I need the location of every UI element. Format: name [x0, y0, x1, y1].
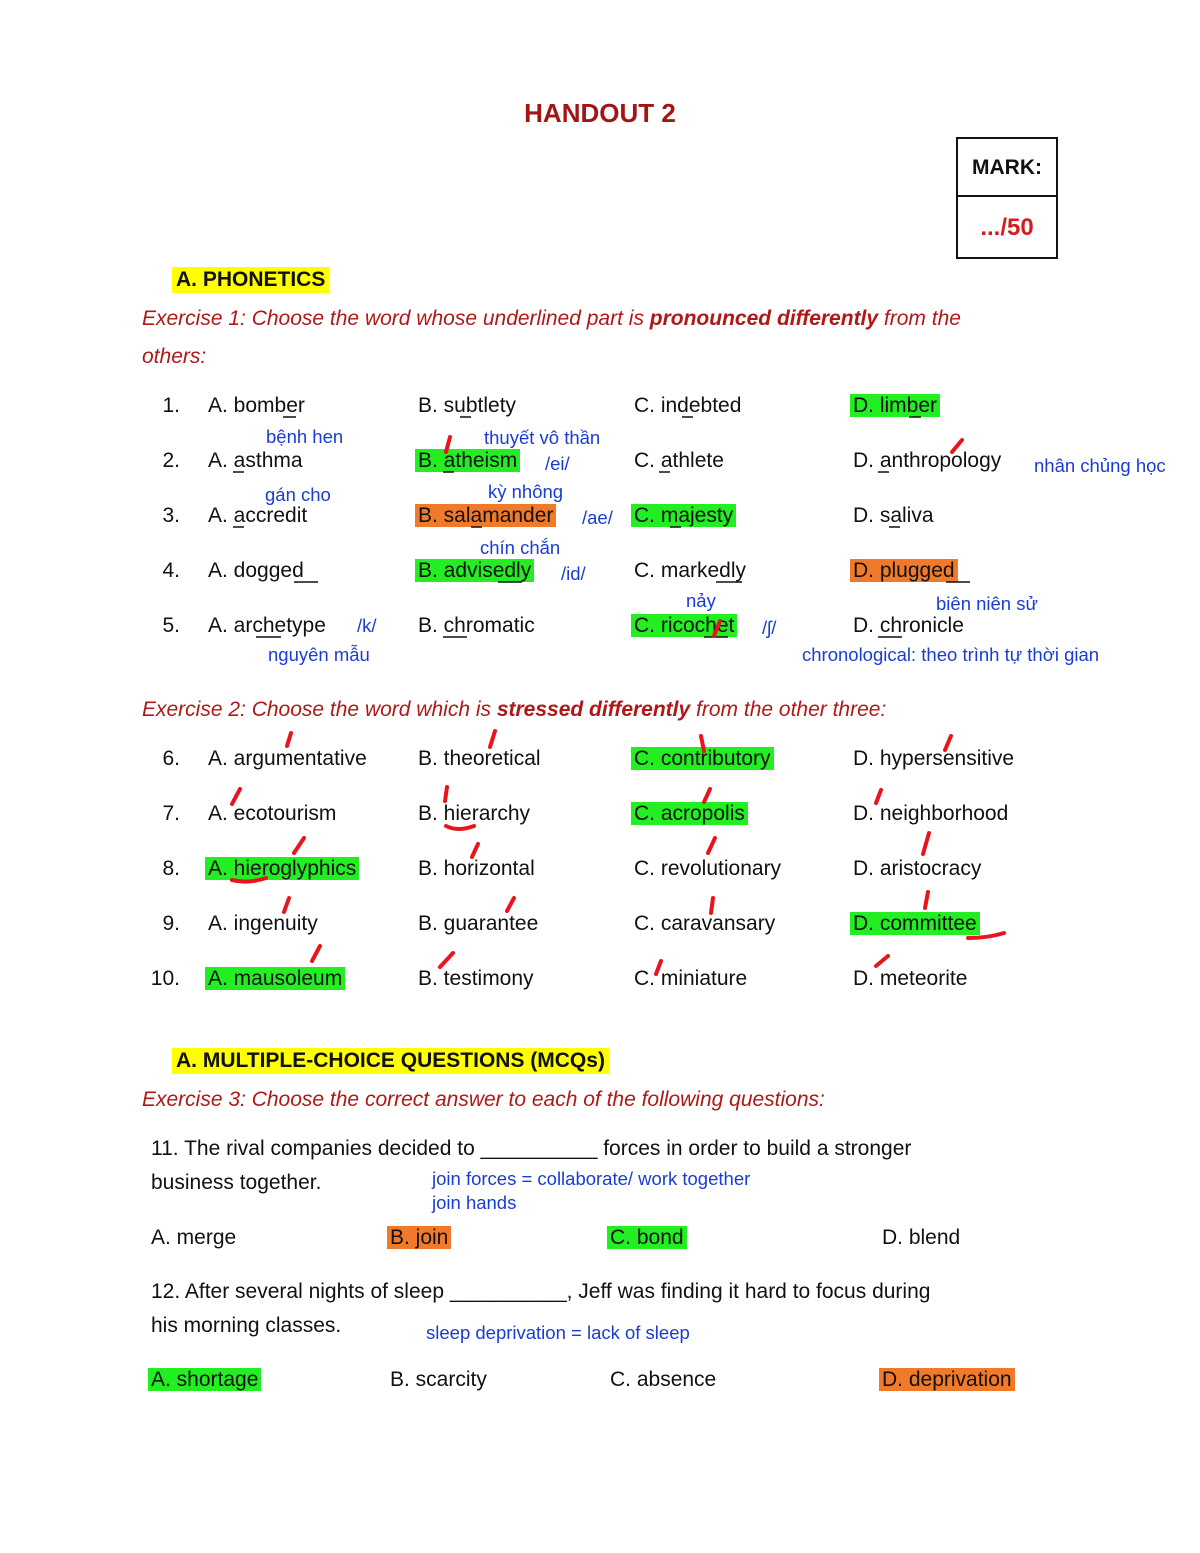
option-7d[interactable]: D. neighborhood — [853, 802, 1009, 825]
question-number: 2. — [162, 449, 180, 472]
option-7c[interactable]: C. acropolis — [634, 802, 748, 826]
stress-mark — [446, 826, 474, 829]
option-3d[interactable]: D. saliva — [853, 504, 934, 527]
question-12-text-cont: his morning classes. — [151, 1314, 342, 1337]
handwritten-note: join hands — [432, 1192, 517, 1213]
option-5d[interactable]: D. chronicle — [853, 614, 964, 637]
option-6d[interactable]: D. hypersensitive — [853, 747, 1015, 770]
stress-mark — [294, 838, 304, 853]
option-1c[interactable]: C. indebted — [634, 394, 742, 417]
option-6c[interactable]: C. contributory — [634, 747, 774, 771]
option-5b[interactable]: B. chromatic — [418, 614, 535, 637]
option-9b[interactable]: B. guarantee — [418, 912, 539, 935]
stress-mark — [312, 946, 320, 961]
handwritten-note: nảy — [686, 590, 716, 611]
option-9a[interactable]: A. ingenuity — [208, 912, 318, 935]
handwritten-note: chín chắn — [480, 537, 561, 558]
handwritten-note: chronological: theo trình tự thời gian — [802, 644, 1100, 665]
mark-box — [956, 137, 1058, 259]
question-number: 8. — [162, 857, 180, 880]
stress-mark — [287, 733, 291, 746]
option-11b[interactable]: B. join — [390, 1226, 451, 1250]
option-7a[interactable]: A. ecotourism — [208, 802, 337, 825]
question-number: 4. — [162, 559, 180, 582]
option-3c[interactable]: C. majesty — [634, 504, 736, 528]
option-10c[interactable]: C. miniature — [634, 967, 748, 990]
handwritten-note: nguyên mẫu — [268, 644, 370, 665]
exercise-1-instruction-cont: others: — [142, 345, 207, 368]
stress-mark — [507, 898, 514, 911]
handwritten-note: kỳ nhông — [488, 481, 564, 502]
stress-mark — [490, 731, 495, 747]
option-5a[interactable]: A. archetype — [208, 614, 326, 637]
option-4d[interactable]: D. plugged — [853, 559, 958, 583]
question-number: 3. — [162, 504, 180, 527]
exercise-3-instruction: Exercise 3: Choose the correct answer to each of the following questions: — [142, 1088, 825, 1111]
option-4a[interactable]: A. dogged — [208, 559, 304, 582]
option-11a[interactable]: A. merge — [151, 1226, 237, 1249]
question-number: 9. — [162, 912, 180, 935]
section-heading-phonetics: A. PHONETICS — [172, 268, 329, 292]
mark-score: .../50 — [980, 214, 1034, 241]
stress-mark — [708, 838, 715, 853]
option-12c[interactable]: C. absence — [610, 1368, 717, 1391]
option-5c[interactable]: C. ricochet — [634, 614, 737, 638]
handwritten-note: /id/ — [561, 563, 586, 584]
exercise-2-instruction: Exercise 2: Choose the word which is stressed differently from the other three: — [142, 698, 887, 721]
question-number: 7. — [162, 802, 180, 825]
handwritten-note: join forces = collaborate/ work together — [432, 1168, 751, 1189]
option-8d[interactable]: D. aristocracy — [853, 857, 982, 880]
option-2b[interactable]: B. atheism — [418, 449, 520, 473]
question-number: 1. — [162, 394, 180, 417]
option-10a[interactable]: A. mausoleum — [208, 967, 345, 991]
option-12b[interactable]: B. scarcity — [390, 1368, 487, 1391]
stress-mark — [440, 953, 453, 967]
mark-label: MARK: — [958, 139, 1056, 197]
handwritten-note: /ʃ/ — [762, 617, 777, 638]
stress-mark — [925, 892, 928, 908]
question-12-text: 12. After several nights of sleep __________, Jeff was finding it hard to focus during — [151, 1280, 931, 1303]
handwritten-note: /k/ — [357, 615, 377, 636]
option-11c[interactable]: C. bond — [610, 1226, 687, 1250]
handwritten-note: thuyết vô thần — [484, 427, 601, 448]
handwritten-note: gán cho — [265, 484, 331, 505]
handwritten-note: sleep deprivation = lack of sleep — [426, 1322, 690, 1343]
option-1a[interactable]: A. bomber — [208, 394, 305, 417]
exercise-1-instruction: Exercise 1: Choose the word whose underlined part is pronounced differently from the — [142, 307, 961, 330]
option-3a[interactable]: A. accredit — [208, 504, 308, 527]
handwritten-note: biên niên sử — [936, 593, 1038, 614]
option-6b[interactable]: B. theoretical — [418, 747, 541, 770]
question-11-text: 11. The rival companies decided to __________ forces in order to build a stronger — [151, 1137, 912, 1160]
option-10d[interactable]: D. meteorite — [853, 967, 968, 990]
stress-mark — [284, 898, 289, 912]
option-11d[interactable]: D. blend — [882, 1226, 961, 1249]
handwritten-note: /ae/ — [582, 507, 613, 528]
question-number: 10. — [150, 967, 180, 990]
option-12d[interactable]: D. deprivation — [882, 1368, 1015, 1392]
question-11-text-cont: business together. — [151, 1171, 322, 1194]
option-8c[interactable]: C. revolutionary — [634, 857, 782, 880]
option-4b[interactable]: B. advisedly — [418, 559, 534, 583]
handwritten-note: bệnh hen — [266, 426, 344, 447]
option-9c[interactable]: C. caravansary — [634, 912, 776, 935]
stress-mark — [876, 956, 888, 966]
handwritten-note: /ei/ — [545, 453, 570, 474]
option-1d[interactable]: D. limber — [853, 394, 940, 418]
stress-mark — [472, 844, 478, 857]
option-6a[interactable]: A. argumentative — [208, 747, 367, 770]
option-2d[interactable]: D. anthropology — [853, 449, 1002, 472]
stress-mark — [445, 787, 447, 801]
question-number: 5. — [162, 614, 180, 637]
option-7b[interactable]: B. hierarchy — [418, 802, 531, 825]
stress-mark — [711, 898, 713, 913]
handwritten-note: nhân chủng học — [1034, 455, 1166, 476]
option-8b[interactable]: B. horizontal — [418, 857, 535, 880]
option-3b[interactable]: B. salamander — [418, 504, 556, 528]
option-4c[interactable]: C. markedly — [634, 559, 747, 582]
option-9d[interactable]: D. committee — [853, 912, 980, 936]
option-10b[interactable]: B. testimony — [418, 967, 534, 990]
page-title: HANDOUT 2 — [524, 98, 676, 128]
section-heading-mcq: A. MULTIPLE-CHOICE QUESTIONS (MCQs) — [172, 1049, 609, 1073]
stress-mark — [704, 789, 710, 802]
stress-mark — [923, 833, 929, 854]
option-8a[interactable]: A. hieroglyphics — [208, 857, 359, 881]
question-number: 6. — [162, 747, 180, 770]
option-2c[interactable]: C. athlete — [634, 449, 724, 472]
option-1b[interactable]: B. subtlety — [418, 394, 517, 417]
option-12a[interactable]: A. shortage — [151, 1368, 261, 1392]
option-2a[interactable]: A. asthma — [208, 449, 303, 472]
